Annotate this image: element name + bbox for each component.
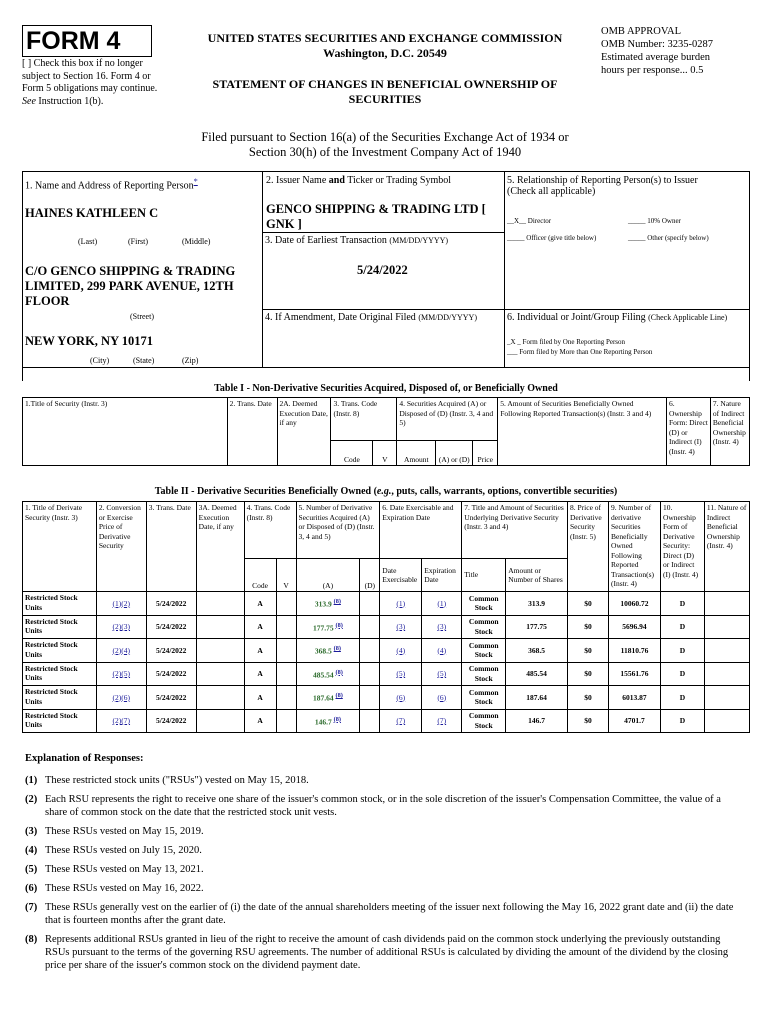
reporting-address — [25, 264, 235, 309]
footnote — [25, 882, 745, 895]
t2-sub-v: V — [276, 559, 296, 592]
box6-label: 6. Individual or Joint/Group Filing (Check Applicable Line) — [507, 312, 728, 323]
t1-col-date: 2. Trans. Date — [227, 398, 277, 466]
underlying-title: Common Stock — [462, 709, 506, 733]
first-label: (First) — [128, 237, 148, 246]
t2-sub-d: (D) — [360, 559, 380, 592]
footnote-number: (8) — [25, 934, 38, 945]
disposed-cell — [360, 639, 380, 663]
footnote-number: (1) — [25, 775, 38, 786]
conversion-footnote-link[interactable]: (2)(5) — [96, 662, 146, 686]
rsu-title: Restricted Stock Units — [23, 639, 97, 663]
expiration-footnote-link[interactable]: (4) — [422, 639, 462, 663]
v-cell — [276, 592, 296, 616]
rsu-title: Restricted Stock Units — [23, 592, 97, 616]
v-cell — [276, 615, 296, 639]
footnote-text: These RSUs vested on July 15, 2020. — [45, 845, 202, 856]
director-checkbox[interactable]: __X__ Director — [507, 217, 552, 225]
underlying-title: Common Stock — [462, 686, 506, 710]
table-row — [23, 639, 750, 663]
acquired-footnote-link[interactable]: (8) — [335, 621, 343, 629]
earliest-transaction-date: 5/24/2022 — [357, 263, 408, 277]
conversion-footnote-link[interactable]: (2)(4) — [96, 639, 146, 663]
omb-approval-title: OMB APPROVAL — [601, 26, 682, 37]
box1-footnote-link[interactable]: * — [193, 177, 198, 186]
acquired-footnote-link[interactable]: (8) — [335, 668, 343, 676]
exercisable-footnote-link[interactable]: (3) — [380, 615, 422, 639]
footnote — [25, 825, 745, 838]
underlying-title: Common Stock — [462, 639, 506, 663]
issuer-name — [266, 202, 486, 232]
ownership-form: D — [660, 662, 704, 686]
footnote-text: These RSUs generally vest on the earlier of (i) the date of the annual shareholders meeting of the issuer next following the May 16, 2022 grant date and (ii) the date that is fourteen months after the grant date. — [45, 902, 734, 926]
t2-col-price: 8. Price of Derivative Security (Instr. 5) — [568, 502, 609, 592]
footnote — [25, 933, 745, 972]
box5-label: 5. Relationship of Reporting Person(s) to Issuer (Check all applicable) — [507, 175, 698, 197]
owned-following: 6013.87 — [608, 686, 660, 710]
nature-cell — [704, 686, 749, 710]
street-label: (Street) — [130, 312, 154, 321]
ten-pct-owner-checkbox[interactable]: _____ 10% Owner — [628, 217, 681, 225]
check-box-notice — [22, 58, 172, 108]
t2-col-conversion: 2. Conversion or Exercise Price of Derivative Security — [96, 502, 146, 592]
deemed-date — [196, 615, 244, 639]
explanation-header: Explanation of Responses: — [25, 753, 144, 764]
t2-sub-title: Title — [462, 559, 506, 592]
transaction-date: 5/24/2022 — [146, 709, 196, 733]
t1-col-title: 1.Title of Security (Instr. 3) — [23, 398, 228, 466]
disposed-cell — [360, 686, 380, 710]
issuer-line: GENCO SHIPPING & TRADING LTD [ — [266, 202, 486, 216]
form-title-box — [22, 25, 152, 57]
underlying-title: Common Stock — [462, 662, 506, 686]
ownership-form: D — [660, 639, 704, 663]
footnote-number: (6) — [25, 883, 38, 894]
t2-col-owned: 9. Number of derivative Securities Beneficially Owned Following Reported Transaction(s) (Instr. 4) — [608, 502, 660, 592]
table-row — [23, 709, 750, 733]
footnote-number: (2) — [25, 794, 38, 805]
t2-col-form: 10. Ownership Form of Derivative Security: Direct (D) or Indirect (I) (Instr. 4) — [660, 502, 704, 592]
underlying-shares: 368.5 — [506, 639, 568, 663]
derivative-price: $0 — [568, 592, 609, 616]
filed-by-one-checkbox[interactable]: _X _ Form filed by One Reporting Person — [507, 338, 626, 346]
exercisable-footnote-link[interactable]: (7) — [380, 709, 422, 733]
t2-col-deemed: 3A. Deemed Execution Date, if any — [196, 502, 244, 592]
rsu-title: Restricted Stock Units — [23, 662, 97, 686]
t2-sub-exp: Expiration Date — [422, 559, 462, 592]
t1-sub-amount: Amount — [397, 441, 436, 466]
transaction-code: A — [244, 709, 276, 733]
form-title: FORM 4 — [26, 27, 121, 55]
nature-cell — [704, 662, 749, 686]
owned-following: 4701.7 — [608, 709, 660, 733]
transaction-code: A — [244, 686, 276, 710]
transaction-code: A — [244, 615, 276, 639]
ownership-form: D — [660, 686, 704, 710]
underlying-title: Common Stock — [462, 592, 506, 616]
agency-location: Washington, D.C. 20549 — [323, 46, 447, 60]
table-row — [23, 615, 750, 639]
street-line1: C/O GENCO SHIPPING & TRADING — [25, 264, 236, 278]
footnote-number: (3) — [25, 826, 38, 837]
deemed-date — [196, 662, 244, 686]
owned-following: 5696.94 — [608, 615, 660, 639]
box3-label: 3. Date of Earliest Transaction (MM/DD/YYYY) — [265, 235, 449, 246]
acquired-amount: 368.5 $^{(8)}$ — [296, 639, 360, 663]
ticker-symbol: GNK ] — [266, 217, 302, 231]
exercisable-footnote-link[interactable]: (1) — [380, 592, 422, 616]
t2-col-title: 1. Title of Derivate Security (Instr. 3) — [23, 502, 97, 592]
transaction-date: 5/24/2022 — [146, 662, 196, 686]
table-row — [23, 662, 750, 686]
t1-sub-price: Price — [473, 441, 498, 466]
zip-label: (Zip) — [182, 356, 199, 365]
footnote-text: Each RSU represents the right to receive one share of the issuer's common stock, or in the sole discretion of the issuer's Compensation Committee, the value of a share of common stock on the date that the restricted stock unit vests. — [45, 794, 721, 818]
deemed-date — [196, 709, 244, 733]
middle-label: (Middle) — [182, 237, 211, 246]
transaction-code: A — [244, 662, 276, 686]
footnote-text: Represents additional RSUs granted in lieu of the right to receive the amount of cash dividends paid on the common stock underlying the previously outstanding RSUs pursuant to the terms of the governing RSU agreements. The number of additional RSUs is calculated by dividing the amount of the dividend by the closing price per share of the issuer's common stock on the dividend payment date. — [45, 934, 729, 971]
city-state-zip: NEW YORK, NY 10171 — [25, 334, 154, 348]
acquired-footnote-link[interactable]: (8) — [333, 715, 341, 723]
deemed-date — [196, 592, 244, 616]
t1-col-code: 3. Trans. Code (Instr. 8) — [331, 398, 397, 441]
table2 — [22, 501, 750, 733]
t1-col-ownership-form: 6. Ownership Form: Direct (D) or Indirect (I) (Instr. 4) — [666, 398, 710, 466]
transaction-date: 5/24/2022 — [146, 686, 196, 710]
box2-label: 2. Issuer Name and Ticker or Trading Symbol — [266, 175, 452, 186]
expiration-footnote-link[interactable]: (7) — [422, 709, 462, 733]
t2-sub-date-ex: Date Exercisable — [380, 559, 422, 592]
t2-col-number: 5. Number of Derivative Securities Acquired (A) or Disposed of (D) (Instr. 3, 4 and 5) — [296, 502, 380, 559]
footnote — [25, 774, 745, 787]
acquired-footnote-link[interactable]: (8) — [333, 645, 341, 653]
street-line3: FLOOR — [25, 294, 70, 308]
agency-heading — [175, 31, 595, 61]
omb-number: OMB Number: 3235-0287 — [601, 39, 713, 50]
other-checkbox[interactable]: _____ Other (specify below) — [628, 234, 709, 242]
nature-cell — [704, 709, 749, 733]
check-box-instruction: Instruction 1(b). — [38, 95, 104, 107]
exercisable-footnote-link[interactable]: (5) — [380, 662, 422, 686]
exercisable-footnote-link[interactable]: (4) — [380, 639, 422, 663]
conversion-footnote-link[interactable]: (2)(6) — [96, 686, 146, 710]
t2-sub-code: Code — [244, 559, 276, 592]
v-cell — [276, 662, 296, 686]
footnote-text: These RSUs vested on May 13, 2021. — [45, 864, 204, 875]
street-line2: LIMITED, 299 PARK AVENUE, 12TH — [25, 279, 234, 293]
filed-pursuant-line1: Filed pursuant to Section 16(a) of the Securities Exchange Act of 1934 or — [201, 130, 569, 144]
transaction-code: A — [244, 639, 276, 663]
check-box-see: See — [22, 95, 36, 107]
derivative-price: $0 — [568, 615, 609, 639]
table-row — [23, 592, 750, 616]
city-label: (City) — [90, 356, 110, 365]
deemed-date — [196, 686, 244, 710]
transaction-date: 5/24/2022 — [146, 639, 196, 663]
derivative-price: $0 — [568, 662, 609, 686]
table-row — [23, 686, 750, 710]
agency-name: UNITED STATES SECURITIES AND EXCHANGE COMMISSION — [207, 31, 563, 45]
derivative-price: $0 — [568, 639, 609, 663]
t2-col-date: 3. Trans. Date — [146, 502, 196, 592]
explanation-of-responses — [25, 752, 745, 978]
footnote-number: (5) — [25, 864, 38, 875]
omb-hours: hours per response... 0.5 — [601, 65, 704, 76]
footnote — [25, 863, 745, 876]
footnote-text: These RSUs vested on May 16, 2022. — [45, 883, 204, 894]
table1-title: Table I - Non-Derivative Securities Acquired, Disposed of, or Beneficially Owned — [214, 383, 558, 394]
footnote — [25, 844, 745, 857]
ownership-form: D — [660, 592, 704, 616]
owned-following: 10060.72 — [608, 592, 660, 616]
table2-title: Table II - Derivative Securities Beneficially Owned (e.g., puts, calls, warrants, options, convertible securities) — [154, 486, 618, 497]
t2-sub-a: (A) — [296, 559, 360, 592]
footnote-number: (7) — [25, 902, 38, 913]
underlying-shares: 313.9 — [506, 592, 568, 616]
footnote-text: These RSUs vested on May 15, 2019. — [45, 826, 204, 837]
transaction-date: 5/24/2022 — [146, 592, 196, 616]
t2-col-underlying: 7. Title and Amount of Securities Underlying Derivative Security (Instr. 3 and 4) — [462, 502, 568, 559]
footnote — [25, 901, 745, 927]
acquired-amount: 146.7 $^{(8)}$ — [296, 709, 360, 733]
acquired-amount: 187.64 $^{(8)}$ — [296, 686, 360, 710]
officer-checkbox[interactable]: _____ Officer (give title below) — [507, 234, 597, 242]
statement-title: STATEMENT OF CHANGES IN BENEFICIAL OWNERSHIP OF SECURITIES — [212, 77, 558, 106]
conversion-footnote-link[interactable]: (2)(3) — [96, 615, 146, 639]
rsu-title: Restricted Stock Units — [23, 686, 97, 710]
v-cell — [276, 686, 296, 710]
transaction-code: A — [244, 592, 276, 616]
owned-following: 11810.76 — [608, 639, 660, 663]
derivative-price: $0 — [568, 686, 609, 710]
underlying-shares: 146.7 — [506, 709, 568, 733]
deemed-date — [196, 639, 244, 663]
transaction-date: 5/24/2022 — [146, 615, 196, 639]
filed-pursuant — [20, 130, 750, 160]
omb-approval — [601, 25, 761, 77]
disposed-cell — [360, 592, 380, 616]
t1-col-acquired: 4. Securities Acquired (A) or Disposed of (D) (Instr. 3, 4 and 5) — [397, 398, 498, 441]
acquired-amount: 177.75 $^{(8)}$ — [296, 615, 360, 639]
check-box-text: [ ] Check this box if no longer subject to Section 16. Form 4 or Form 5 obligations may continue. — [22, 58, 158, 94]
t1-col-nature: 7. Nature of Indirect Beneficial Ownership (Instr. 4) — [710, 398, 749, 466]
acquired-footnote-link[interactable]: (8) — [335, 692, 343, 700]
rsu-title: Restricted Stock Units — [23, 615, 97, 639]
t2-col-nature: 11. Nature of Indirect Beneficial Ownership (Instr. 4) — [704, 502, 749, 592]
expiration-footnote-link[interactable]: (5) — [422, 662, 462, 686]
disposed-cell — [360, 709, 380, 733]
acquired-footnote-link[interactable]: (8) — [333, 598, 341, 606]
disposed-cell — [360, 615, 380, 639]
ownership-form: D — [660, 615, 704, 639]
v-cell — [276, 639, 296, 663]
v-cell — [276, 709, 296, 733]
acquired-amount: 313.9 $^{(8)}$ — [296, 592, 360, 616]
state-label: (State) — [133, 356, 155, 365]
nature-cell — [704, 592, 749, 616]
filed-pursuant-line2: Section 30(h) of the Investment Company Act of 1940 — [248, 145, 522, 159]
t1-sub-v: V — [373, 441, 397, 466]
expiration-footnote-link[interactable]: (1) — [422, 592, 462, 616]
nature-cell — [704, 615, 749, 639]
t2-col-exercisable: 6. Date Exercisable and Expiration Date — [380, 502, 462, 559]
t1-col-deemed: 2A. Deemed Execution Date, if any — [277, 398, 331, 466]
box1-label: 1. Name and Address of Reporting Person* — [25, 177, 198, 192]
underlying-shares: 187.64 — [506, 686, 568, 710]
t1-col-amount-owned: 5. Amount of Securities Beneficially Owned Following Reported Transaction(s) (Instr. 3 and 4) — [498, 398, 667, 466]
t1-sub-aord: (A) or (D) — [436, 441, 473, 466]
conversion-footnote-link[interactable]: (1)(2) — [96, 592, 146, 616]
derivative-price: $0 — [568, 709, 609, 733]
conversion-footnote-link[interactable]: (2)(7) — [96, 709, 146, 733]
underlying-shares: 485.54 — [506, 662, 568, 686]
reporting-person-name: HAINES KATHLEEN C — [25, 206, 159, 220]
expiration-footnote-link[interactable]: (6) — [422, 686, 462, 710]
footnote-text: These restricted stock units ("RSUs") vested on May 15, 2018. — [45, 775, 309, 786]
footnote-number: (4) — [25, 845, 38, 856]
nature-cell — [704, 639, 749, 663]
filed-by-more-checkbox[interactable]: ___ Form filed by More than One Reporting Person — [507, 348, 653, 356]
exercisable-footnote-link[interactable]: (6) — [380, 686, 422, 710]
disposed-cell — [360, 662, 380, 686]
ownership-form: D — [660, 709, 704, 733]
box4-label: 4. If Amendment, Date Original Filed (MM/DD/YYYY) — [265, 312, 477, 323]
underlying-shares: 177.75 — [506, 615, 568, 639]
omb-burden: Estimated average burden — [601, 52, 711, 63]
table1 — [22, 397, 750, 466]
t2-sub-amt: Amount or Number of Shares — [506, 559, 568, 592]
rsu-title: Restricted Stock Units — [23, 709, 97, 733]
last-label: (Last) — [78, 237, 98, 246]
t2-col-code: 4. Trans. Code (Instr. 8) — [244, 502, 296, 559]
expiration-footnote-link[interactable]: (3) — [422, 615, 462, 639]
underlying-title: Common Stock — [462, 615, 506, 639]
t1-sub-code: Code — [331, 441, 373, 466]
acquired-amount: 485.54 $^{(8)}$ — [296, 662, 360, 686]
owned-following: 15561.76 — [608, 662, 660, 686]
footnote — [25, 793, 745, 819]
